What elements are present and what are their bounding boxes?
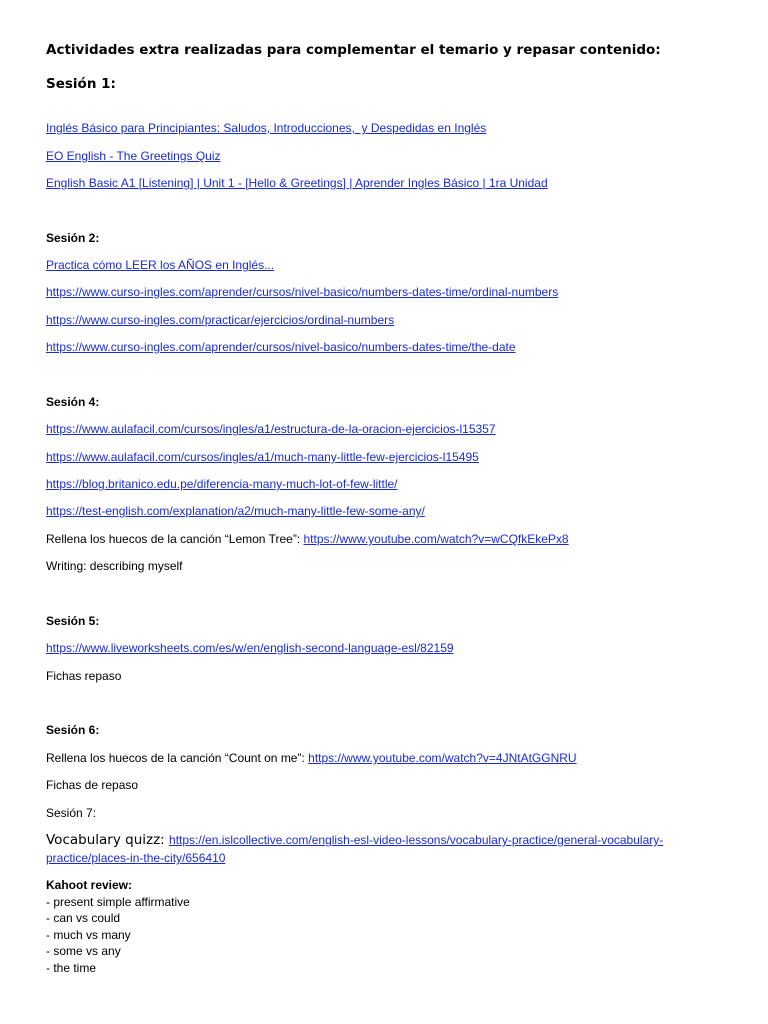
writing-task: Writing: describing myself (46, 559, 183, 573)
document-heading: Actividades extra realizadas para complementar el temario y repasar contenido: (46, 42, 661, 58)
session-1-link-1[interactable]: Inglés Básico para Principiantes: Saludos, Introducciones, y Despedidas en Inglés (46, 121, 487, 135)
session-4-link-2[interactable]: https://www.aulafacil.com/cursos/ingles/a1/much-many-little-few-ejercicios-l15495 (46, 450, 479, 464)
session-2-title: Sesión 2: (46, 231, 100, 245)
session-4-link-4[interactable]: https://test-english.com/explanation/a2/much-many-little-few-some-any/ (46, 504, 425, 518)
session-2-link-4[interactable]: https://www.curso-ingles.com/aprender/cursos/nivel-basico/numbers-dates-time/the-date (46, 340, 516, 354)
kahoot-item: - much vs many (46, 927, 131, 942)
session-4-link-3[interactable]: https://blog.britanico.edu.pe/diferencia-many-much-lot-of-few-little/ (46, 477, 398, 491)
kahoot-item: - can vs could (46, 911, 121, 925)
vocabulary-quiz-row (46, 831, 722, 867)
count-on-me-text: Rellena los huecos de la canción “Count on me”: (46, 751, 309, 765)
kahoot-item: - the time (46, 960, 97, 975)
session-4-link-2-row (46, 449, 728, 465)
session-4-link-1[interactable]: https://www.aulafacil.com/cursos/ingles/a1/estructura-de-la-oracion-ejercicios-l15357 (46, 422, 496, 436)
vocabulary-quiz-link[interactable]: https://en.islcollective.com/english-esl-video-lessons/vocabulary-practice/general-vocabulary-practice/places-in-the-city/656410 (46, 833, 664, 865)
session-1-link-3-row (46, 175, 728, 191)
lemon-tree-link[interactable]: https://www.youtube.com/watch?v=wCQfkEkePx8 (303, 532, 569, 546)
session-7-title: Sesión 7: (46, 806, 97, 820)
kahoot-item: - present simple affirmative (46, 894, 190, 909)
session-1-link-2-row (46, 148, 728, 164)
session-1-link-1-row (46, 120, 728, 136)
count-on-me-row (46, 750, 728, 766)
session-6-title: Sesión 6: (46, 723, 100, 737)
session-6-note: Fichas de repaso (46, 778, 139, 792)
session-1-link-3[interactable]: English Basic A1 [Listening] | Unit 1 - [Hello & Greetings] | Aprender Ingles Básico | 1ra Unidad (46, 176, 548, 190)
session-4-title: Sesión 4: (46, 395, 100, 409)
session-2-link-2-row (46, 284, 728, 300)
session-2-link-3-row (46, 312, 728, 328)
session-4-link-1-row (46, 421, 728, 437)
session-5-note: Fichas repaso (46, 669, 122, 683)
kahoot-review-title: Kahoot review: (46, 878, 133, 892)
kahoot-item: - some vs any (46, 944, 121, 958)
session-2-link-3[interactable]: https://www.curso-ingles.com/practicar/ejercicios/ordinal-numbers (46, 313, 395, 327)
session-5-title: Sesión 5: (46, 614, 100, 628)
session-5-link-1[interactable]: https://www.liveworksheets.com/es/w/en/english-second-language-esl/82159 (46, 641, 454, 655)
session-1-title: Sesión 1: (46, 76, 116, 92)
lemon-tree-text: Rellena los huecos de la canción “Lemon Tree”: (46, 532, 304, 546)
session-4-link-4-row (46, 503, 728, 519)
session-2-link-4-row (46, 339, 728, 355)
session-2-link-1[interactable]: Practica cómo LEER los AÑOS en Inglés... (46, 258, 275, 272)
session-1-link-2[interactable]: EO English - The Greetings Quiz (46, 149, 221, 163)
session-2-link-2[interactable]: https://www.curso-ingles.com/aprender/cursos/nivel-basico/numbers-dates-time/ordinal-numbers (46, 285, 559, 299)
kahoot-review-block (46, 877, 446, 976)
session-2-link-1-row (46, 257, 728, 273)
vocabulary-quiz-label: Vocabulary quizz: (46, 832, 170, 848)
count-on-me-link[interactable]: https://www.youtube.com/watch?v=4JNtAtGGNRU (308, 751, 577, 765)
lemon-tree-row (46, 531, 728, 547)
session-5-link-1-row (46, 640, 728, 656)
session-4-link-3-row (46, 476, 728, 492)
